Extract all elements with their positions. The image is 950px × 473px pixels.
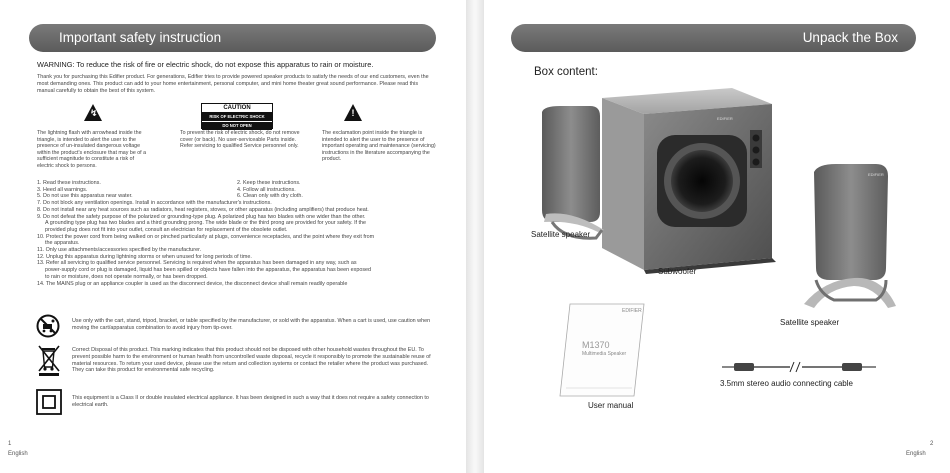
instruction-item: A grounding type plug has two blades and a third grounding prong. The wide blade or the third prong are provided for your safety. If the	[45, 220, 367, 227]
class-ii-double-square-icon	[36, 389, 62, 420]
box-content-title: Box content:	[534, 66, 598, 78]
page-number: 2	[930, 441, 934, 447]
instruction-pair	[37, 193, 437, 200]
disposal-note: Correct Disposal of this product. This marking indicates that this product should not be disposed with other household wastes throughout the EU. To prevent possible harm to the environment or human health from uncontrolled waste disposal, recycle it responsibly to promote the sustainable reuse of material resources. To return your used device, please use the return and collection systems or contact the retailer where the product was purchased. They can take this product for environmental safe recycling.	[72, 347, 431, 374]
caution-label	[201, 103, 273, 129]
caution-line-1: RISK OF ELECTRIC SHOCK	[202, 113, 272, 121]
instruction-item: 14. The MAINS plug or an appliance coupler is used as the disconnect device, the disconnect device shall remain readily operable	[37, 280, 348, 287]
exclamation-triangle-icon: !	[344, 104, 362, 121]
instruction-item: 3. Heed all warnings.	[37, 186, 88, 193]
instruction-item: 10. Protect the power cord from being walked on or pinched particularly at plugs, convenience receptacles, and the point where they exit from	[37, 233, 375, 240]
satellite-speaker-right-graphic	[804, 164, 896, 308]
instruction-pair	[37, 180, 437, 187]
instruction-item: 1. Read these instructions.	[37, 180, 101, 186]
instruction-pair	[37, 187, 437, 194]
user-manual-booklet	[552, 300, 652, 400]
warning-text: WARNING: To reduce the risk of fire or electric shock, do not expose this apparatus to rain or moisture.	[37, 60, 374, 69]
instruction-item: provided plug does not fit into your outlet, consult an electrician for replacement of the obsolete outlet.	[45, 226, 288, 233]
instruction-item: to rain or moisture, does not operate normally, or has been dropped.	[45, 273, 208, 280]
unpack-banner: Unpack the Box	[511, 24, 916, 52]
instruction-item: 12. Unplug this apparatus during lightning storms or when unused for long periods of time.	[37, 253, 252, 260]
brand-mark-text: EDIFIER	[717, 116, 733, 121]
instruction-item: 13. Refer all servicing to qualified service personnel. Servicing is required when the apparatus has been damaged in any way, such as	[37, 260, 357, 267]
manual-brand: EDIFIER	[622, 308, 642, 314]
instruction-item: power-supply cord or plug is damaged, liquid has been spilled or objects have fallen into the apparatus, the apparatus has been exposed	[45, 267, 372, 274]
subwoofer-graphic	[602, 88, 776, 274]
lightning-triangle-icon: ↯	[84, 104, 102, 121]
instruction-item: the apparatus.	[45, 240, 80, 247]
lightning-note: The lightning flash with arrowhead inside the triangle, is intended to alert the user to the presence of un-insulated dangerous voltage within the product's enclosure that may be of a sufficient magnitude to constitute a risk of electric shock to persons.	[37, 130, 147, 169]
instruction-item: 7. Do not block any ventilation openings. Install in accordance with the manufacturer's instructions.	[37, 200, 272, 207]
caution-title: CAUTION	[202, 104, 272, 113]
caption-subwoofer: Subwoofer	[658, 267, 697, 276]
speaker-system-illustration	[524, 80, 934, 330]
instruction-item: 5. Do not use this apparatus near water.	[37, 193, 133, 200]
page-language: English	[8, 451, 28, 457]
caption-user-manual: User manual	[588, 401, 634, 410]
instruction-item: 8. Do not install near any heat sources such as radiators, heat registers, stoves, or other apparatus (including amplifiers) that produce heat.	[37, 206, 369, 213]
caption-cable: 3.5mm stereo audio connecting cable	[720, 379, 853, 388]
caution-line-2: DO NOT OPEN	[202, 121, 272, 130]
right-page	[484, 0, 950, 473]
caution-note: To prevent the risk of electric shock, do not remove cover (or back). No user-serviceable Parts inside. Refer servicing to qualified Service personnel only.	[180, 130, 300, 150]
cart-tipover-icon	[36, 314, 62, 343]
instruction-item: 4. Follow all instructions.	[237, 186, 296, 193]
intro-paragraph: Thank you for purchasing this Edifier product. For generations, Edifier tries to provide powered speaker products to satisfy the needs of our end customers, even the most demanding ones. This product can add to your home entertainment, personal computer, and mini home theater great sound performance. Please read this manual carefully to obtain the best of this system.	[37, 74, 429, 94]
manual-subtitle: Multimedia Speaker	[582, 351, 627, 357]
caption-satellite-left: Satellite speaker	[531, 230, 591, 239]
audio-cable-graphic	[720, 358, 880, 378]
page-number: 1	[8, 441, 12, 447]
caption-satellite-right: Satellite speaker	[780, 318, 840, 327]
manual-model: M1370	[582, 340, 610, 350]
cart-note: Use only with the cart, stand, tripod, bracket, or table specified by the manufacturer, or sold with the apparatus. When a cart is used, use caution when moving the cart/apparatus combination to avoid injury from tip-over.	[72, 318, 431, 331]
page-language: English	[906, 451, 926, 457]
weee-bin-icon	[36, 343, 62, 382]
instruction-item: 2. Keep these instructions.	[237, 180, 301, 186]
instruction-item: 11. Only use attachments/accessories specified by the manufacturer.	[37, 247, 202, 254]
instruction-item: 9. Do not defeat the safety purpose of the polarized or grounding-type plug. A polarized plug has two blades with one wider than the other.	[37, 213, 366, 220]
brand-mark-text: EDIFIER	[868, 172, 884, 177]
book-spine	[466, 0, 484, 473]
satellite-speaker-left-graphic	[542, 106, 604, 238]
instruction-list	[37, 180, 437, 287]
exclamation-note: The exclamation point inside the triangle is intended to alert the user to the presence of important operating and maintenance (servicing) instructions in the literature accompanying the product.	[322, 130, 436, 163]
instruction-item: 6. Clean only with dry cloth.	[237, 193, 303, 200]
left-page	[0, 0, 466, 473]
safety-banner: Important safety instruction	[29, 24, 436, 52]
class-ii-note: This equipment is a Class II or double insulated electrical appliance. It has been designed in such a way that it does not require a safety connection to electrical earth.	[72, 395, 429, 408]
